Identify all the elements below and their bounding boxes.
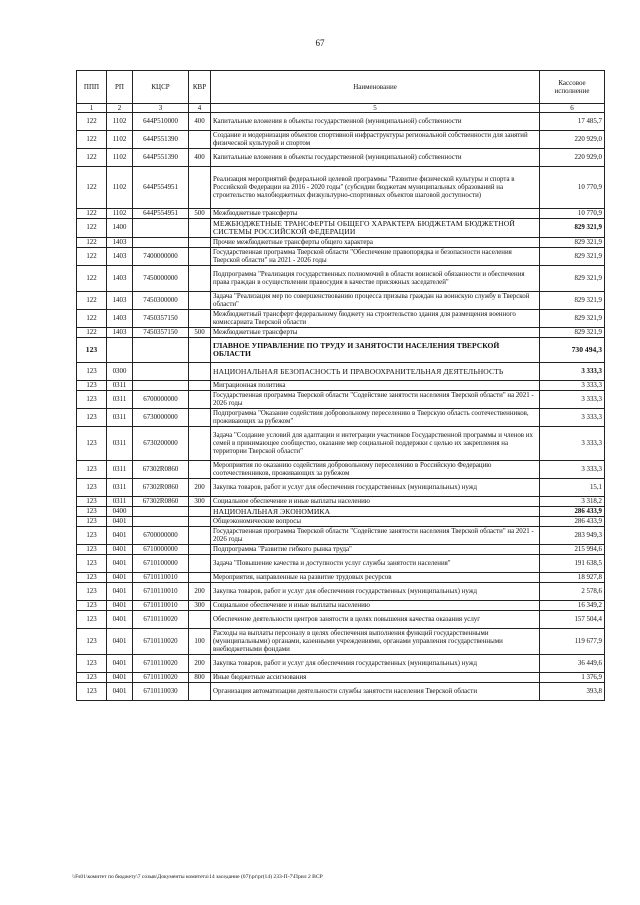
cell-rp: 0401: [107, 673, 133, 683]
cell-kcsr: [133, 517, 189, 527]
cell-amount: 829 321,9: [540, 292, 605, 310]
cell-kcsr: 7450357150: [133, 328, 189, 338]
cell-kcsr: 6710100000: [133, 555, 189, 573]
cell-amount: 10 770,9: [540, 167, 605, 209]
cell-name: Межбюджетные трансферты: [211, 328, 540, 338]
cell-name: Капитальные вложения в объекты государственной (муниципальной) собственности: [211, 113, 540, 131]
header-kcsr: КЦСР: [133, 71, 189, 104]
cell-kvr: [189, 310, 211, 328]
cell-name: Государственная программа Тверской области "Содействие занятости населения Тверской области" на 2021 - 2026 годы: [211, 527, 540, 545]
cell-ppp: 123: [77, 683, 107, 701]
table-row: [77, 167, 605, 209]
cell-name: Межбюджетный трансферт федеральному бюджету на строительство здания для размещения военного комиссариата Тверской области: [211, 310, 540, 328]
table-row: [77, 673, 605, 683]
cell-name: Подпрограмма "Развитие гибкого рынка труда": [211, 545, 540, 555]
cell-amount: 393,8: [540, 683, 605, 701]
cell-rp: 0401: [107, 545, 133, 555]
cell-amount: 215 994,6: [540, 545, 605, 555]
cell-rp: 1102: [107, 131, 133, 149]
cell-ppp: 122: [77, 238, 107, 248]
cell-ppp: 123: [77, 338, 107, 363]
cell-name: Межбюджетные трансферты: [211, 209, 540, 219]
cell-name: Задача "Реализация мер по совершенствованию процесса призыва граждан на воинскую службу в Тверской области": [211, 292, 540, 310]
cell-name: Иные бюджетные ассигнования: [211, 673, 540, 683]
cell-amount: 283 949,3: [540, 527, 605, 545]
cell-kcsr: 6710110030: [133, 683, 189, 701]
cell-kvr: [189, 248, 211, 266]
cell-name: Закупка товаров, работ и услуг для обеспечения государственных (муниципальных) нужд: [211, 479, 540, 497]
cell-amount: 829 321,9: [540, 310, 605, 328]
table-row: [77, 507, 605, 517]
cell-kcsr: 7450000000: [133, 266, 189, 292]
cell-kvr: [189, 507, 211, 517]
cell-kcsr: 6700000000: [133, 391, 189, 409]
cell-ppp: 123: [77, 573, 107, 583]
cell-amount: 36 449,6: [540, 655, 605, 673]
cell-kcsr: 644P551390: [133, 131, 189, 149]
cell-rp: 1403: [107, 266, 133, 292]
cell-name: НАЦИОНАЛЬНАЯ ЭКОНОМИКА: [211, 507, 540, 517]
cell-kcsr: 67302R0860: [133, 497, 189, 507]
cell-rp: 0401: [107, 583, 133, 601]
cell-ppp: 123: [77, 583, 107, 601]
cell-rp: 0311: [107, 497, 133, 507]
cell-ppp: 123: [77, 601, 107, 611]
cell-amount: 286 433,9: [540, 517, 605, 527]
footer-file-path: \\Fs01\комитет по бюджету\7 созыв\Документы комитета\14 заседание (07)\pr\pr(14) 233-П-7\Прил 2 ВСР: [72, 874, 323, 880]
table-row: [77, 517, 605, 527]
cell-kvr: 200: [189, 655, 211, 673]
cell-kvr: [189, 238, 211, 248]
column-number: 4: [189, 104, 211, 113]
cell-amount: 17 485,7: [540, 113, 605, 131]
cell-kvr: [189, 683, 211, 701]
cell-rp: 0401: [107, 573, 133, 583]
cell-kcsr: 6710110020: [133, 611, 189, 629]
table-row: [77, 149, 605, 167]
cell-amount: 829 321,9: [540, 328, 605, 338]
table-row: [77, 479, 605, 497]
budget-table: [76, 70, 605, 701]
cell-rp: 0311: [107, 461, 133, 479]
cell-rp: 0300: [107, 363, 133, 381]
cell-kcsr: 67302R0860: [133, 479, 189, 497]
cell-rp: 0401: [107, 655, 133, 673]
table-row: [77, 292, 605, 310]
cell-ppp: 123: [77, 517, 107, 527]
cell-kvr: [189, 363, 211, 381]
cell-amount: 220 929,0: [540, 131, 605, 149]
cell-name: Миграционная политика: [211, 381, 540, 391]
cell-kvr: [189, 517, 211, 527]
cell-rp: 1403: [107, 328, 133, 338]
cell-rp: 1102: [107, 113, 133, 131]
table-row: [77, 683, 605, 701]
cell-ppp: 122: [77, 248, 107, 266]
cell-ppp: 123: [77, 381, 107, 391]
cell-name: Социальное обеспечение и иные выплаты населению: [211, 601, 540, 611]
table-row: [77, 461, 605, 479]
cell-kvr: [189, 409, 211, 427]
cell-ppp: 123: [77, 555, 107, 573]
cell-kvr: [189, 131, 211, 149]
cell-rp: 1403: [107, 238, 133, 248]
cell-kvr: 400: [189, 149, 211, 167]
cell-kvr: [189, 555, 211, 573]
cell-ppp: 122: [77, 292, 107, 310]
column-number: 3: [133, 104, 189, 113]
cell-ppp: 122: [77, 113, 107, 131]
cell-amount: 16 349,2: [540, 601, 605, 611]
cell-ppp: 122: [77, 149, 107, 167]
cell-amount: 157 504,4: [540, 611, 605, 629]
cell-kcsr: [133, 381, 189, 391]
cell-amount: 3 333,3: [540, 409, 605, 427]
table-row: [77, 238, 605, 248]
cell-name: Расходы на выплаты персоналу в целях обеспечения выполнения функций государственными (муниципальными) органами, казенными учреждениями, органами управления государственными внебюджетными фондами: [211, 629, 540, 655]
cell-rp: 0400: [107, 507, 133, 517]
cell-amount: 3 333,3: [540, 427, 605, 461]
table-row: [77, 338, 605, 363]
column-number: 6: [540, 104, 605, 113]
cell-ppp: 123: [77, 461, 107, 479]
cell-rp: 0311: [107, 427, 133, 461]
cell-kvr: 100: [189, 629, 211, 655]
cell-ppp: 123: [77, 629, 107, 655]
cell-amount: 3 333,3: [540, 381, 605, 391]
cell-name: Мероприятия по оказанию содействия добровольному переселению в Российскую Федерацию соотечественников, проживающих за рубежом: [211, 461, 540, 479]
cell-ppp: 123: [77, 545, 107, 555]
cell-kcsr: 7450357150: [133, 310, 189, 328]
column-number: 1: [77, 104, 107, 113]
cell-kvr: 300: [189, 601, 211, 611]
cell-kvr: [189, 266, 211, 292]
cell-kvr: 300: [189, 497, 211, 507]
table-body: [77, 113, 605, 701]
cell-kcsr: [133, 338, 189, 363]
cell-amount: 10 770,9: [540, 209, 605, 219]
header-amount: Кассовое исполнение: [540, 71, 605, 104]
cell-name: Государственная программа Тверской области "Содействие занятости населения Тверской области" на 2021 - 2026 годы: [211, 391, 540, 409]
cell-kcsr: [133, 238, 189, 248]
cell-kcsr: 644P554951: [133, 209, 189, 219]
cell-name: Реализация мероприятий федеральной целевой программы "Развитие физической культуры и спорта в Российской Федерации на 2016 - 2020 годы" (субсидии бюджетам муниципальных образований на строительство малобюджетных физкультурно-спортивных объектов шаговой доступности): [211, 167, 540, 209]
cell-amount: 2 578,6: [540, 583, 605, 601]
cell-ppp: 122: [77, 209, 107, 219]
cell-amount: 3 333,3: [540, 391, 605, 409]
table-row: [77, 391, 605, 409]
cell-amount: 15,1: [540, 479, 605, 497]
cell-ppp: 123: [77, 673, 107, 683]
cell-kcsr: 6710110010: [133, 573, 189, 583]
cell-ppp: 123: [77, 479, 107, 497]
table-row: [77, 113, 605, 131]
cell-kvr: [189, 527, 211, 545]
table-row: [77, 266, 605, 292]
cell-kcsr: 644P551390: [133, 149, 189, 167]
cell-kvr: [189, 573, 211, 583]
cell-ppp: 123: [77, 427, 107, 461]
cell-rp: 1102: [107, 149, 133, 167]
cell-kcsr: 7400000000: [133, 248, 189, 266]
cell-rp: 0401: [107, 555, 133, 573]
cell-name: Обеспечение деятельности центров занятости в целях повышения качества оказания услуг: [211, 611, 540, 629]
cell-kcsr: 6710110020: [133, 673, 189, 683]
cell-name: НАЦИОНАЛЬНАЯ БЕЗОПАСНОСТЬ И ПРАВООХРАНИТЕЛЬНАЯ ДЕЯТЕЛЬНОСТЬ: [211, 363, 540, 381]
table-row: [77, 427, 605, 461]
table-row: [77, 583, 605, 601]
cell-rp: 0401: [107, 527, 133, 545]
cell-ppp: 123: [77, 497, 107, 507]
table-row: [77, 409, 605, 427]
table-row: [77, 209, 605, 219]
cell-amount: 829 321,9: [540, 219, 605, 238]
table-header-row: [77, 71, 605, 104]
cell-kvr: [189, 167, 211, 209]
cell-amount: 3 333,3: [540, 461, 605, 479]
cell-name: Государственная программа Тверской области "Обеспечение правопорядка и безопасности населения Тверской области" на 2021 - 2026 годы: [211, 248, 540, 266]
cell-rp: 0311: [107, 409, 133, 427]
table-row: [77, 248, 605, 266]
cell-kcsr: 6710110010: [133, 601, 189, 611]
cell-kvr: 500: [189, 328, 211, 338]
cell-kcsr: 6710000000: [133, 545, 189, 555]
page-number: 67: [315, 38, 325, 48]
cell-name: ГЛАВНОЕ УПРАВЛЕНИЕ ПО ТРУДУ И ЗАНЯТОСТИ НАСЕЛЕНИЯ ТВЕРСКОЙ ОБЛАСТИ: [211, 338, 540, 363]
cell-rp: 0311: [107, 391, 133, 409]
header-rp: РП: [107, 71, 133, 104]
cell-kvr: [189, 611, 211, 629]
cell-kcsr: [133, 219, 189, 238]
cell-name: Общеэкономические вопросы: [211, 517, 540, 527]
column-numbers-row: [77, 104, 605, 113]
header-ppp: ППП: [77, 71, 107, 104]
cell-name: Капитальные вложения в объекты государственной (муниципальной) собственности: [211, 149, 540, 167]
cell-kvr: [189, 381, 211, 391]
cell-amount: 3 333,3: [540, 363, 605, 381]
cell-ppp: 123: [77, 527, 107, 545]
cell-rp: 1102: [107, 167, 133, 209]
cell-kcsr: 6730200000: [133, 427, 189, 461]
table-row: [77, 363, 605, 381]
cell-kvr: [189, 427, 211, 461]
cell-ppp: 122: [77, 310, 107, 328]
table-row: [77, 310, 605, 328]
cell-kvr: 400: [189, 113, 211, 131]
table-row: [77, 573, 605, 583]
column-number: 2: [107, 104, 133, 113]
cell-rp: 0311: [107, 479, 133, 497]
cell-rp: 0401: [107, 611, 133, 629]
cell-rp: [107, 338, 133, 363]
cell-ppp: 123: [77, 655, 107, 673]
table-row: [77, 545, 605, 555]
cell-name: Подпрограмма "Оказание содействия добровольному переселению в Тверскую область соотечественников, проживающих за рубежом": [211, 409, 540, 427]
table-row: [77, 611, 605, 629]
cell-ppp: 122: [77, 219, 107, 238]
cell-name: МЕЖБЮДЖЕТНЫЕ ТРАНСФЕРТЫ ОБЩЕГО ХАРАКТЕРА БЮДЖЕТАМ БЮДЖЕТНОЙ СИСТЕМЫ РОССИЙСКОЙ ФЕДЕРАЦИИ: [211, 219, 540, 238]
cell-amount: 286 433,9: [540, 507, 605, 517]
cell-rp: 1102: [107, 209, 133, 219]
cell-name: Социальное обеспечение и иные выплаты населению: [211, 497, 540, 507]
cell-name: Закупка товаров, работ и услуг для обеспечения государственных (муниципальных) нужд: [211, 583, 540, 601]
table-row: [77, 328, 605, 338]
cell-kcsr: [133, 507, 189, 517]
cell-name: Задача "Создание условий для адаптации и интеграции участников Государственной программы и членов их семей в принимающее сообщество, оказание мер социальной поддержки с целью их закрепления на территории Тверской области": [211, 427, 540, 461]
cell-ppp: 123: [77, 391, 107, 409]
cell-amount: 191 638,5: [540, 555, 605, 573]
cell-kvr: 500: [189, 209, 211, 219]
cell-amount: 829 321,9: [540, 238, 605, 248]
table-row: [77, 555, 605, 573]
cell-amount: 730 494,3: [540, 338, 605, 363]
cell-amount: 829 321,9: [540, 248, 605, 266]
cell-kvr: [189, 338, 211, 363]
cell-kcsr: 644P554951: [133, 167, 189, 209]
cell-kvr: 800: [189, 673, 211, 683]
cell-rp: 1400: [107, 219, 133, 238]
cell-rp: 0401: [107, 601, 133, 611]
cell-ppp: 122: [77, 167, 107, 209]
cell-kcsr: 67302R0860: [133, 461, 189, 479]
table-row: [77, 131, 605, 149]
cell-kvr: 200: [189, 479, 211, 497]
cell-ppp: 123: [77, 611, 107, 629]
cell-amount: 220 929,0: [540, 149, 605, 167]
cell-kcsr: 6710110020: [133, 655, 189, 673]
cell-rp: 0401: [107, 629, 133, 655]
cell-rp: 0311: [107, 381, 133, 391]
cell-rp: 1403: [107, 248, 133, 266]
cell-kcsr: [133, 363, 189, 381]
cell-name: Организация автоматизации деятельности службы занятости населения Тверской области: [211, 683, 540, 701]
cell-rp: 0401: [107, 683, 133, 701]
cell-rp: 0401: [107, 517, 133, 527]
cell-ppp: 123: [77, 507, 107, 517]
table-row: [77, 497, 605, 507]
cell-kcsr: 6700000000: [133, 527, 189, 545]
table-row: [77, 219, 605, 238]
header-name: Наименование: [211, 71, 540, 104]
cell-kcsr: 6710110010: [133, 583, 189, 601]
cell-name: Задача "Повышение качества и доступности услуг службы занятости населения": [211, 555, 540, 573]
table-row: [77, 381, 605, 391]
cell-name: Создание и модернизация объектов спортивной инфраструктуры региональной собственности для занятий физической культурой и спортом: [211, 131, 540, 149]
table-row: [77, 629, 605, 655]
cell-rp: 1403: [107, 310, 133, 328]
cell-amount: 119 677,9: [540, 629, 605, 655]
table-row: [77, 655, 605, 673]
cell-kcsr: 644P510000: [133, 113, 189, 131]
table-row: [77, 601, 605, 611]
cell-rp: 1403: [107, 292, 133, 310]
cell-amount: 829 321,9: [540, 266, 605, 292]
cell-ppp: 122: [77, 131, 107, 149]
cell-kcsr: 7450300000: [133, 292, 189, 310]
cell-ppp: 123: [77, 409, 107, 427]
cell-kcsr: 6710110020: [133, 629, 189, 655]
cell-kvr: [189, 391, 211, 409]
cell-kvr: [189, 292, 211, 310]
cell-amount: 1 376,9: [540, 673, 605, 683]
cell-kvr: [189, 219, 211, 238]
cell-name: Прочие межбюджетные трансферты общего характера: [211, 238, 540, 248]
cell-kvr: 200: [189, 583, 211, 601]
table-row: [77, 527, 605, 545]
cell-ppp: 123: [77, 363, 107, 381]
column-number: 5: [211, 104, 540, 113]
cell-amount: 3 318,2: [540, 497, 605, 507]
cell-kcsr: 6730000000: [133, 409, 189, 427]
cell-ppp: 122: [77, 328, 107, 338]
cell-ppp: 122: [77, 266, 107, 292]
cell-amount: 18 927,8: [540, 573, 605, 583]
cell-kvr: [189, 545, 211, 555]
cell-name: Подпрограмма "Реализация государственных полномочий в области воинской обязанности и обеспечения права граждан в осуществлении правосудия в качестве присяжных заседателей": [211, 266, 540, 292]
cell-name: Закупка товаров, работ и услуг для обеспечения государственных (муниципальных) нужд: [211, 655, 540, 673]
cell-kvr: [189, 461, 211, 479]
header-kvr: КВР: [189, 71, 211, 104]
cell-name: Мероприятия, направленные на развитие трудовых ресурсов: [211, 573, 540, 583]
